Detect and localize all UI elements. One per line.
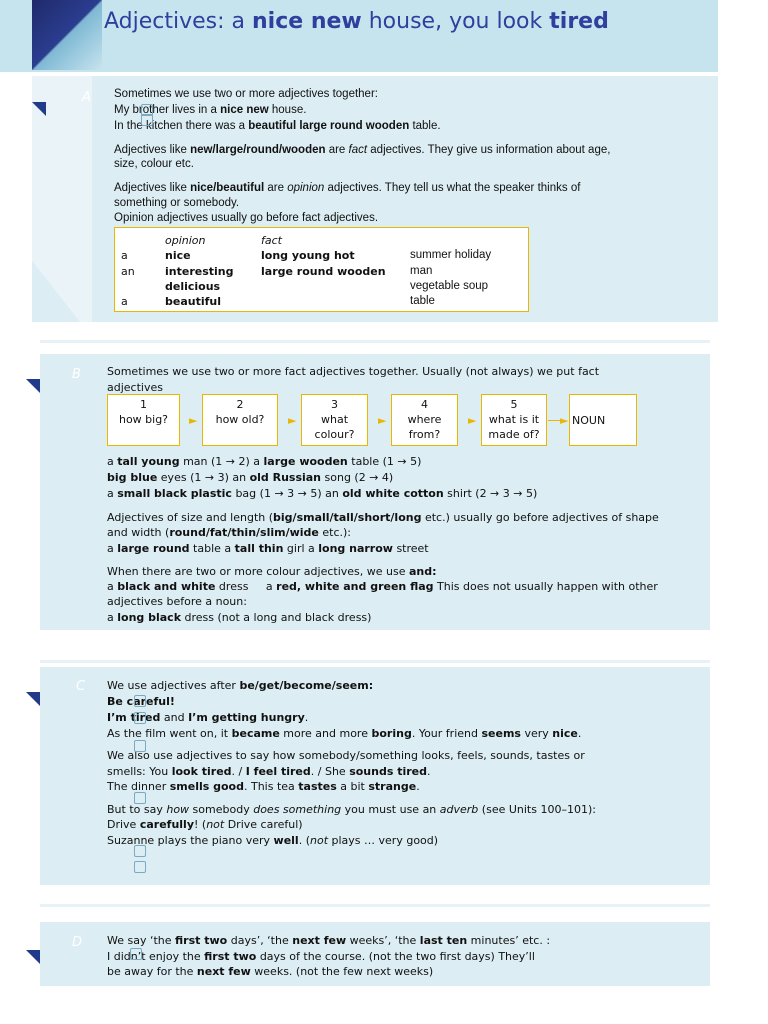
flow-arrow-icon: ► <box>189 414 198 427</box>
table-row-3-opinion: delicious <box>165 280 221 293</box>
b-example-1: a tall young man (1 → 2) a large wooden table (1 → 5) <box>107 455 422 468</box>
table-row-1-article: a <box>121 249 128 262</box>
flow-arrow-icon: ► <box>468 414 477 427</box>
flow-box-number: 1 <box>140 398 147 411</box>
a-para-2-line-1: Adjectives like new/large/round/wooden are fact adjectives. They give us information about age, <box>114 144 611 156</box>
flow-box-number: 3 <box>331 398 338 411</box>
table-row-2-fact: large round wooden <box>261 265 386 278</box>
flow-box-label: made of? <box>488 428 540 441</box>
table-row-4-article: a <box>121 295 128 308</box>
flow-box-label: how old? <box>215 413 265 426</box>
section-d-marker-icon <box>26 950 40 964</box>
table-row-4-noun: table <box>410 295 435 307</box>
a-para-3-line-2: something or somebody. <box>114 197 240 209</box>
c-para-2-line-1: We also use adjectives to say how somebody/something looks, feels, sounds, tastes or <box>107 749 585 762</box>
placeholder-marker <box>134 740 146 752</box>
flow-box-label: what <box>320 413 349 426</box>
flow-box-number: 4 <box>421 398 428 411</box>
flow-box-label: NOUN <box>572 414 606 427</box>
flow-arrow-icon: ► <box>288 414 297 427</box>
placeholder-marker <box>134 695 146 707</box>
placeholder-marker <box>130 948 142 960</box>
c-line-1: We use adjectives after be/get/become/seem: <box>107 679 374 692</box>
c-para-2-line-3: The dinner smells good. This tea tastes a bit strange. <box>107 780 420 793</box>
section-a-marker-icon <box>32 102 46 116</box>
d-line-1: We say ‘the first two days’, ‘the next few weeks’, ‘the last ten minutes’ etc. : <box>107 934 551 947</box>
section-d-letter: D <box>72 935 83 950</box>
d-line-3: be away for the next few weeks. (not the few next weeks) <box>107 965 434 978</box>
b-para-3-line-3: adjectives before a noun: <box>107 595 247 608</box>
b-para-2-line-1: Adjectives of size and length (big/small/tall/short/long etc.) usually go before adjectives of shape <box>107 511 659 524</box>
placeholder-marker <box>134 845 146 857</box>
table-row-3-noun: vegetable soup <box>410 280 489 292</box>
table-row-2-opinion: interesting <box>165 265 234 278</box>
divider <box>40 904 710 907</box>
a-line-1: Sometimes we use two or more adjectives together: <box>114 88 378 100</box>
b-intro-line-1: Sometimes we use two or more fact adjectives together. Usually (not always) we put fact <box>107 365 600 378</box>
flow-box-label: how big? <box>118 413 169 426</box>
flow-box-origin <box>391 394 458 446</box>
a-para-3-line-1: Adjectives like nice/beautiful are opinion adjectives. They tell us what the speaker thinks of <box>114 182 581 194</box>
flow-box-material <box>481 394 547 446</box>
flow-box-colour <box>301 394 368 446</box>
flow-box-label: from? <box>408 428 441 441</box>
placeholder-marker <box>134 861 146 873</box>
flow-arrow-icon: ► <box>378 414 387 427</box>
section-b-marker-icon <box>26 379 40 393</box>
section-c-marker-icon <box>26 692 40 706</box>
d-line-2: I didn’t enjoy the first two days of the course. (not the two first days) They’ll <box>107 950 535 963</box>
c-line-3: I’m tired and I’m getting hungry. <box>107 711 309 724</box>
flow-box-label: colour? <box>314 428 355 441</box>
flow-box-number: 2 <box>236 398 244 411</box>
c-para-3-line-1: But to say how somebody does something you must use an adverb (see Units 100–101): <box>107 803 596 816</box>
table-row-4-opinion: beautiful <box>165 295 222 308</box>
b-intro-line-2: adjectives <box>107 381 163 394</box>
c-para-3-line-2: Drive carefully! (not Drive careful) <box>107 818 303 831</box>
divider <box>40 660 710 663</box>
b-para-2-line-2: and width (round/fat/thin/slim/wide etc.): <box>107 526 352 539</box>
section-c-letter: C <box>76 679 86 694</box>
table-row-1-opinion: nice <box>165 249 191 262</box>
flow-box-label: where <box>407 413 442 426</box>
section-b-letter: B <box>72 367 81 382</box>
c-para-3-line-3: Suzanne plays the piano very well. (not plays … very good) <box>107 834 439 847</box>
flow-box-noun <box>569 394 637 446</box>
flow-box-label: what is it <box>488 413 540 426</box>
flow-arrow-icon: ► <box>560 414 569 427</box>
page-title: Adjectives: a nice new house, you look tired <box>104 9 609 34</box>
header-corner-triangle <box>32 0 102 70</box>
b-para-2-line-3: a large round table a tall thin girl a long narrow street <box>107 542 429 555</box>
flow-box-age <box>202 394 278 446</box>
flow-box-number: 5 <box>510 398 518 411</box>
c-line-2: Be careful! <box>107 695 175 708</box>
divider <box>40 340 710 343</box>
placeholder-marker <box>141 114 153 126</box>
placeholder-marker <box>134 792 146 804</box>
table-row-2-noun: man <box>410 265 433 277</box>
table-row-1-noun: summer holiday <box>410 249 492 261</box>
table-row-1-fact: long young hot <box>261 249 355 262</box>
b-para-3-line-1: When there are two or more colour adjectives, we use and: <box>107 565 437 578</box>
section-a-letter: A <box>82 90 91 105</box>
placeholder-marker <box>134 712 146 724</box>
b-example-2: big blue eyes (1 → 3) an old Russian song (2 → 4) <box>107 471 394 484</box>
b-para-3-line-2: a black and white dress a red, white and green flag This does not usually happen with other <box>107 580 658 593</box>
c-line-4: As the film went on, it became more and more boring. Your friend seems very nice. <box>107 727 582 740</box>
table-header-fact: fact <box>261 234 282 247</box>
a-line-2: My brother lives in a nice new house. <box>114 104 307 116</box>
a-para-3-line-3: Opinion adjectives usually go before fact adjectives. <box>114 212 379 224</box>
b-example-3: a small black plastic bag (1 → 3 → 5) an old white cotton shirt (2 → 3 → 5) <box>107 487 538 500</box>
table-header-opinion: opinion <box>165 234 206 247</box>
b-para-3-line-4: a long black dress (not a long and black dress) <box>107 611 372 624</box>
c-para-2-line-2: smells: You look tired. / I feel tired. / She sounds tired. <box>107 765 431 778</box>
table-row-2-article: an <box>121 265 135 278</box>
flow-box-size <box>107 394 180 446</box>
a-line-3: In the kitchen there was a beautiful large round wooden table. <box>114 120 441 132</box>
a-para-2-line-2: size, colour etc. <box>114 158 194 170</box>
